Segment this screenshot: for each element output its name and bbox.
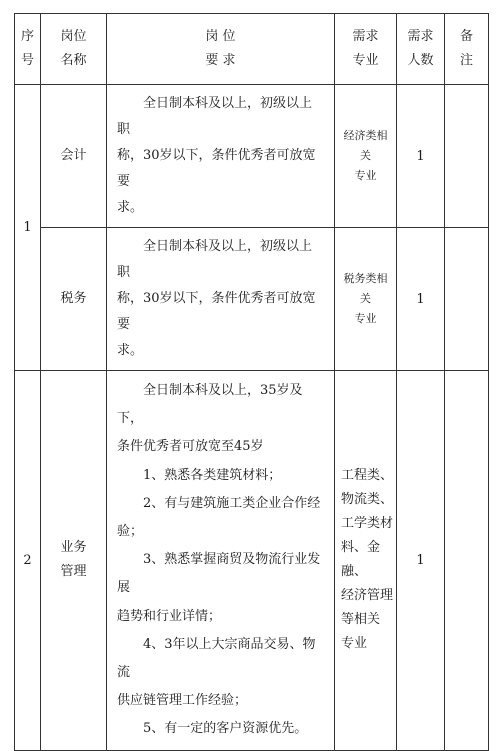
required-major: 工程类、 物流类、 工学类材 料、金融、 经济管理 等相关 专业 xyxy=(335,371,397,751)
table-row xyxy=(15,371,489,751)
row-number: 1 xyxy=(15,85,41,371)
required-count: 1 xyxy=(397,371,445,751)
position-name: 业务 管理 xyxy=(41,371,107,751)
row-number: 2 xyxy=(15,371,41,751)
header-no: 序 号 xyxy=(15,14,41,85)
header-count: 需求 人数 xyxy=(397,14,445,85)
required-count: 1 xyxy=(397,228,445,371)
position-requirement: 全日制本科及以上，35岁及下， 条件优秀者可放宽至45岁 1、熟悉各类建筑材料； 2、有与建筑施工类企业合作经 验； 3、熟悉掌握商贸及物流行业发展 趋势和行业详情； 4、3年以上大宗商品交易、物流 供应链管理工作经验； 5、有一定的客户资源优先。 xyxy=(107,371,335,751)
table-row xyxy=(15,85,489,228)
table-row xyxy=(15,228,489,371)
notes-cell xyxy=(445,85,489,228)
notes-cell xyxy=(445,228,489,371)
required-major: 税务类相 关 专业 xyxy=(335,228,397,371)
position-name: 税务 xyxy=(41,228,107,371)
notes-cell xyxy=(445,371,489,751)
position-name: 会计 xyxy=(41,85,107,228)
header-notes: 备 注 xyxy=(445,14,489,85)
table-header-row xyxy=(15,14,489,85)
header-position-requirement: 岗 位 要 求 xyxy=(107,14,335,85)
required-major: 经济类相 关 专业 xyxy=(335,85,397,228)
required-count: 1 xyxy=(397,85,445,228)
position-requirement: 全日制本科及以上，初级以上职 称，30岁以下，条件优秀者可放宽要 求。 xyxy=(107,85,335,228)
recruitment-table xyxy=(14,13,489,751)
header-major: 需求 专业 xyxy=(335,14,397,85)
header-position-name: 岗位 名称 xyxy=(41,14,107,85)
position-requirement: 全日制本科及以上，初级以上职 称，30岁以下，条件优秀者可放宽要 求。 xyxy=(107,228,335,371)
